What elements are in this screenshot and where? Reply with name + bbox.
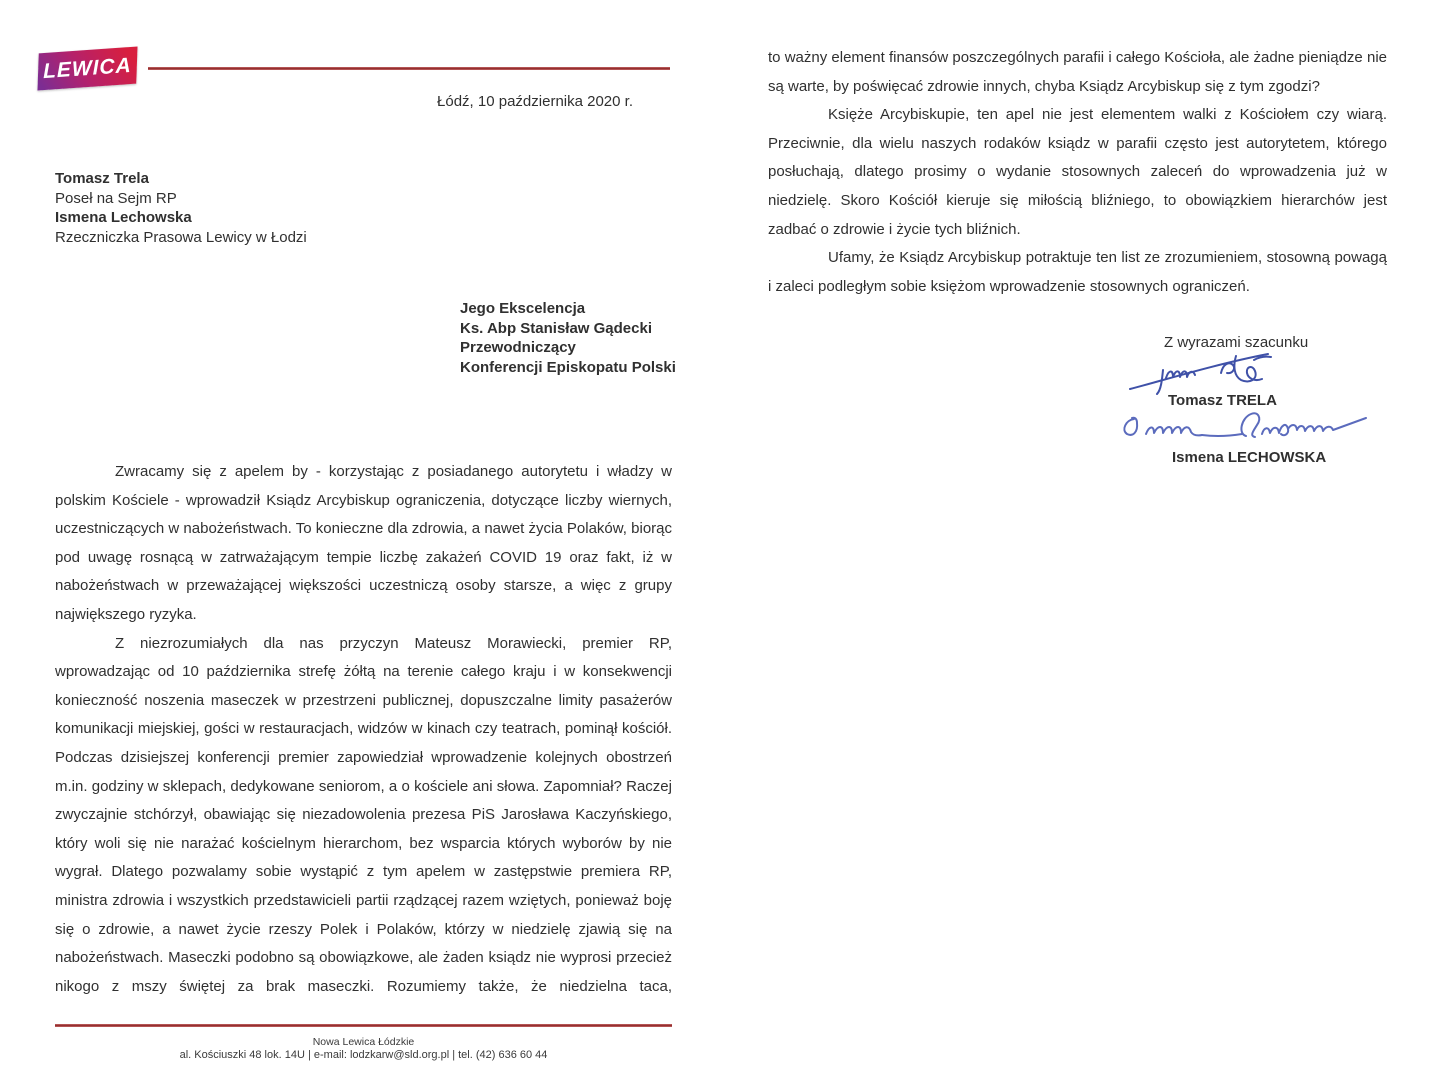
sender-role-1: Poseł na Sejm RP — [55, 189, 177, 207]
lewica-logo — [37, 46, 137, 90]
sender-name-2: Ismena Lechowska — [55, 209, 192, 226]
signatory-name-2: Ismena LECHOWSKA — [1172, 449, 1327, 466]
tomasz-trela-signature-icon — [1126, 348, 1291, 398]
recipient-line-2: Ks. Abp Stanisław Gądecki — [460, 319, 653, 337]
footer-contact-line: al. Kościuszki 48 lok. 14U | e-mail: lodzkarw@sld.org.pl | tel. (42) 636 60 44 — [179, 1049, 548, 1061]
sender-block — [55, 169, 307, 247]
signatory-name-1: Tomasz TRELA — [1168, 392, 1277, 409]
recipient-line-1: Jego Ekscelencja — [460, 300, 586, 317]
recipient-line-4: Konferencji Episkopatu Polski — [460, 358, 676, 376]
paragraph: Ufamy, że Ksiądz Arcybiskup potraktuje ten list ze zrozumieniem, stosowną powagą i zaleci podległym sobie księżom wprowadzenie stosownych ograniczeń. — [768, 249, 1387, 295]
recipient-block — [460, 299, 676, 377]
letter-body-page-1 — [55, 458, 672, 1001]
paragraph: Zwracamy się z apelem by - korzystając z posiadanego autorytetu i władzy w polskim Kościele - wprowadził Ksiądz Arcybiskup ograniczenia, dotyczące liczby wiernych, uczestniczących w nabożeństwach. To konieczne dla zdrowia, a nawet życia Polaków, biorąc pod uwagę rosnącą w zatrważającym tempie liczbę zakażeń COVID 19 oraz fakt, iż w nabożeństwach w przeważającej większości uczestniczą osoby starsze, a więc z grupy największego ryzyka. — [55, 463, 672, 623]
recipient-line-3: Przewodniczący — [460, 339, 576, 356]
paragraph: Księże Arcybiskupie, ten apel nie jest elementem walki z Kościołem czy wiarą. Przeciwnie, dla wielu naszych rodaków ksiądz w parafii często jest autorytetem, którego posłuchają, dlatego prosimy o wydanie stosownych zaleceń do wprowadzenia już w niedzielę. Skoro Kościół kieruje się miłością bliźniego, to obowiązkiem hierarchów jest zadbać o zdrowie i życie tych bliźnich. — [768, 106, 1387, 238]
date-line: Łódź, 10 października 2020 r. — [437, 93, 633, 110]
sender-role-2: Rzeczniczka Prasowa Lewicy w Łodzi — [55, 228, 307, 246]
closing-salutation: Z wyrazami szacunku — [1164, 334, 1309, 351]
header-rule — [148, 67, 670, 70]
lewica-logo-text: LEWICA — [42, 53, 132, 83]
letter-body-page-2 — [768, 44, 1387, 301]
paragraph: Z niezrozumiałych dla nas przyczyn Mateusz Morawiecki, premier RP, wprowadzając od 10 października strefę żółtą na terenie całego kraju i w konsekwencji konieczność noszenia maseczek w przestrzeni publicznej, dopuszczalne limity pasażerów komunikacji miejskiej, gości w restauracjach, widzów w kinach czy teatrach, pominął kościół. Podczas dzisiejszej konferencji premier zapowiedział wprowadzenie kolejnych obostrzeń m.in. godziny w sklepach, dedykowane seniorom, a o kościele ani słowa. Zapomniał? Raczej zwyczajnie stchórzył, obawiając się niezadowolenia prezesa PiS Jarosława Kaczyńskiego, który woli się nie narażać kościelnym hierarchom, bez wsparcia których wyborów by nie wygrał. Dlatego pozwalamy sobie wystąpić z tym apelem w zastępstwie premiera RP, ministra zdrowia i wszystkich przedstawicieli partii rządzącej razem wziętych, ponieważ boję się o zdrowie, a nawet życie rzeszy Polek i Polaków, którzy w niedzielę zjawią się na nabożeństwach. Maseczki podobno są obowiązkowe, ale żaden ksiądz nie wyprosi przecież nikogo z mszy świętej za brak maseczki. Rozumiemy także, że niedzielna taca, — [55, 634, 672, 995]
footer-rule — [55, 1024, 672, 1027]
footer-organization: Nowa Lewica Łódzkie — [312, 1036, 415, 1048]
sender-name-1: Tomasz Trela — [55, 170, 149, 187]
paragraph: to ważny element finansów poszczególnych parafii i całego Kościoła, ale żadne pieniądze nie są warte, by poświęcać zdrowie innych, chyba Ksiądz Arcybiskup się z tym zgodzi? — [768, 49, 1387, 95]
ismena-lechowska-signature-icon — [1118, 406, 1370, 454]
